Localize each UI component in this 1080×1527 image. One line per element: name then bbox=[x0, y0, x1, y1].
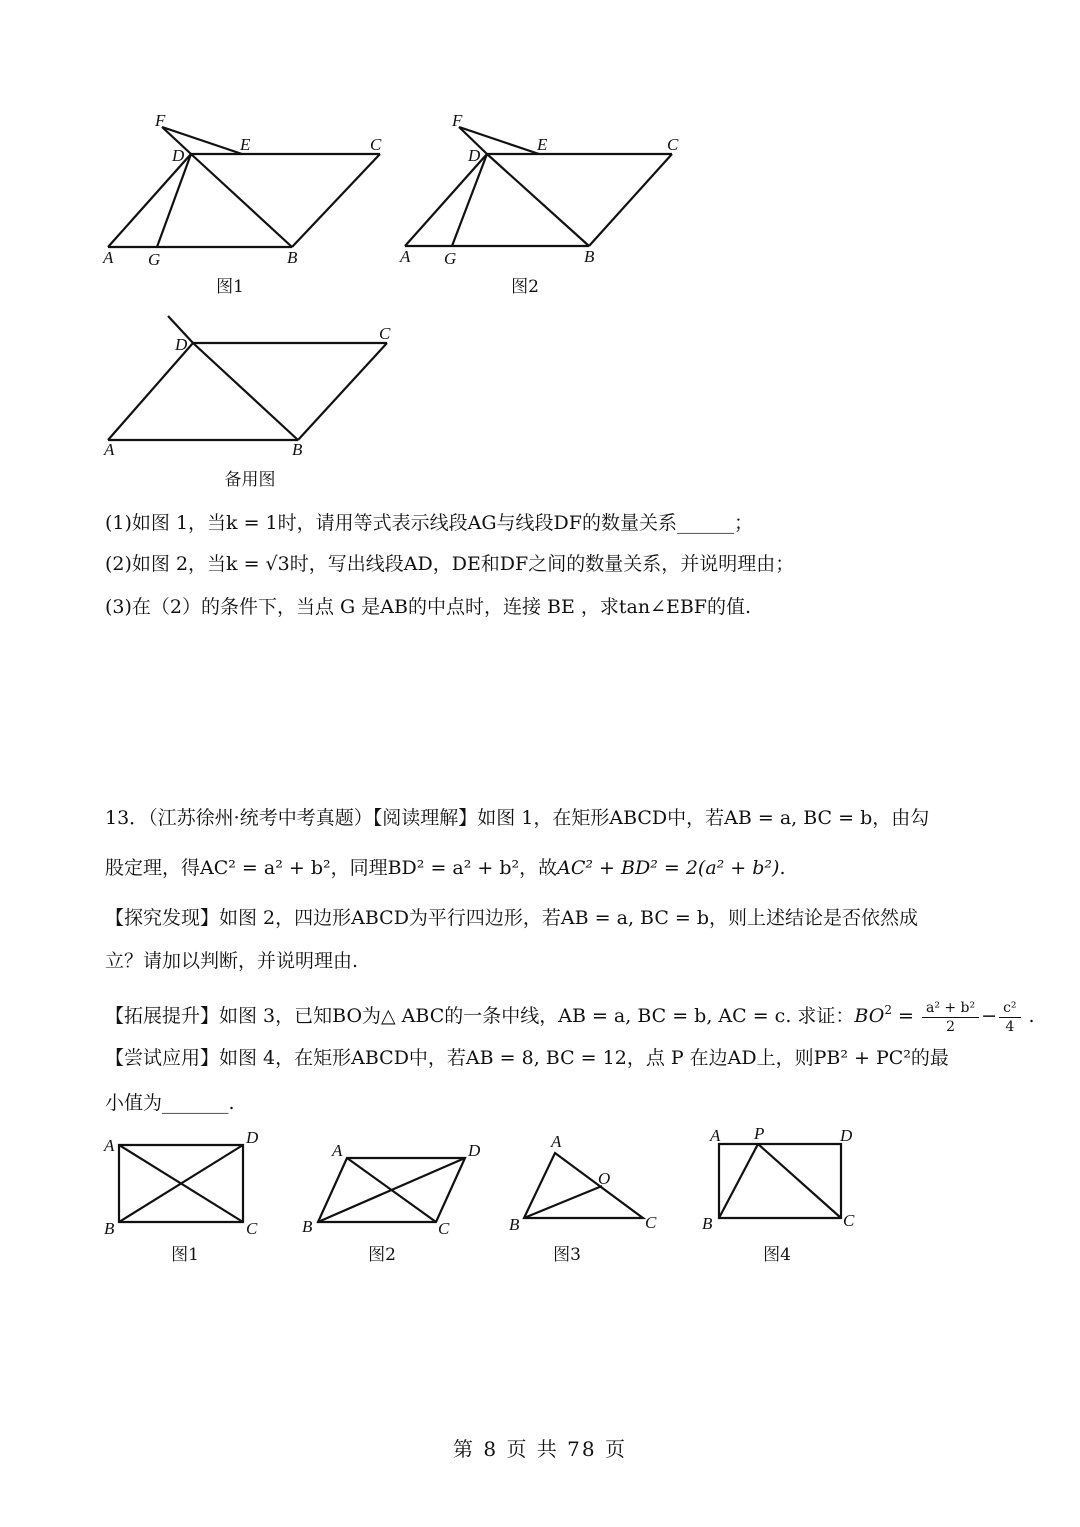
label-C: C bbox=[379, 324, 391, 343]
label-A: A bbox=[104, 1136, 115, 1155]
fraction-1-denominator: 2 bbox=[946, 1018, 956, 1035]
q13-line-2-end: . bbox=[779, 857, 786, 879]
label-C: C bbox=[667, 135, 679, 154]
fraction-2 bbox=[999, 999, 1020, 1036]
label-F: F bbox=[452, 111, 463, 130]
figure-2-bottom-diagram bbox=[298, 1128, 498, 1238]
caption-figure-2-top: 图2 bbox=[511, 277, 539, 297]
figure-1-bottom bbox=[100, 1128, 270, 1238]
caption-figure-3-bottom: 图3 bbox=[553, 1245, 581, 1265]
figure-spare-diagram bbox=[100, 310, 410, 460]
q13-line-5 bbox=[105, 990, 1035, 1036]
bo-square: 2 bbox=[884, 1003, 892, 1017]
figure-1-top bbox=[100, 105, 400, 275]
q13-line-3: 【探究发现】如图 2，四边形ABCD为平行四边形，若AB = a, BC = b，则上述结论是否依然成 bbox=[105, 907, 919, 929]
label-B: B bbox=[104, 1219, 115, 1238]
label-C: C bbox=[370, 135, 382, 154]
label-E: E bbox=[240, 135, 251, 154]
label-C: C bbox=[645, 1213, 657, 1232]
label-D: D bbox=[468, 1141, 481, 1160]
caption-figure-spare: 备用图 bbox=[224, 470, 276, 490]
q12-part-2: (2)如图 2，当k = √3时，写出线段AD，DE和DF之间的数量关系，并说明理由； bbox=[105, 553, 795, 575]
label-C: C bbox=[843, 1211, 855, 1230]
label-A: A bbox=[551, 1132, 562, 1151]
label-A: A bbox=[103, 248, 114, 267]
label-B: B bbox=[302, 1217, 313, 1236]
caption-figure-4-bottom: 图4 bbox=[763, 1245, 791, 1265]
q12-part-3: (3)在（2）的条件下，当点 G 是AB的中点时，连接 BE ，求tan∠EBF的值. bbox=[105, 596, 752, 618]
label-D: D bbox=[175, 335, 188, 354]
q13-line-1: 13．（江苏徐州·统考中考真题）【阅读理解】如图 1，在矩形ABCD中，若AB = a, BC = b，由勾 bbox=[105, 807, 930, 829]
q13-line-6: 【尝试应用】如图 4，在矩形ABCD中，若AB = 8, BC = 12，点 P 在边AD上，则PB² + PC²的最 bbox=[105, 1047, 949, 1069]
q12-part-1: (1)如图 1，当k = 1时，请用等式表示线段AG与线段DF的数量关系______； bbox=[105, 512, 753, 534]
figure-2-top-diagram bbox=[397, 105, 697, 275]
figure-3-bottom bbox=[505, 1128, 675, 1238]
q13-line-5-text: 【拓展提升】如图 3，已知BO为△ ABC的一条中线，AB = a, BC = b, AC = c. 求证： bbox=[105, 1005, 855, 1027]
figure-2-top bbox=[397, 105, 697, 275]
label-F: F bbox=[155, 111, 166, 130]
caption-figure-1-top: 图1 bbox=[216, 277, 244, 297]
figure-4-bottom bbox=[700, 1120, 870, 1235]
fraction-2-numerator: c² bbox=[999, 999, 1020, 1018]
label-B: B bbox=[292, 440, 303, 459]
label-D: D bbox=[840, 1126, 853, 1145]
label-D: D bbox=[172, 146, 185, 165]
label-A: A bbox=[400, 247, 411, 266]
label-A: A bbox=[104, 440, 115, 459]
label-D: D bbox=[468, 146, 481, 165]
label-G: G bbox=[444, 249, 457, 268]
caption-figure-1-bottom: 图1 bbox=[171, 1245, 199, 1265]
bo-symbol: BO bbox=[854, 1005, 885, 1027]
q13-line-2-text: 股定理，得AC² = a² + b²，同理BD² = a² + b²，故 bbox=[105, 857, 558, 879]
label-A: A bbox=[332, 1141, 343, 1160]
minus-sign: − bbox=[981, 1005, 998, 1027]
label-D: D bbox=[246, 1128, 259, 1147]
q13-line-2-formula: AC² + BD² = 2(a² + b²) bbox=[557, 857, 780, 879]
figure-1-bottom-diagram bbox=[100, 1128, 270, 1238]
label-A: A bbox=[710, 1126, 721, 1145]
label-E: E bbox=[537, 135, 548, 154]
q13-line-7: 小值为_______. bbox=[105, 1092, 235, 1114]
label-O: O bbox=[598, 1169, 611, 1188]
label-B: B bbox=[702, 1214, 713, 1233]
label-P: P bbox=[754, 1124, 765, 1143]
fraction-1 bbox=[922, 999, 979, 1036]
figure-4-bottom-diagram bbox=[700, 1120, 870, 1235]
figure-spare bbox=[100, 310, 410, 460]
fraction-1-numerator: a² + b² bbox=[922, 999, 979, 1018]
page-number: 第 8 页 共 78 页 bbox=[453, 1437, 627, 1461]
caption-figure-2-bottom: 图2 bbox=[368, 1245, 396, 1265]
label-G: G bbox=[148, 250, 161, 269]
label-C: C bbox=[246, 1219, 258, 1238]
label-B: B bbox=[509, 1215, 520, 1234]
equals-sign: = bbox=[891, 1005, 920, 1027]
fraction-2-denominator: 4 bbox=[1005, 1018, 1015, 1035]
figure-1-top-diagram bbox=[100, 105, 400, 275]
figure-3-bottom-diagram bbox=[505, 1128, 675, 1238]
q13-line-4: 立？请加以判断，并说明理由. bbox=[105, 950, 359, 972]
label-B: B bbox=[584, 247, 595, 266]
q13-line-5-end: . bbox=[1022, 1005, 1035, 1027]
figure-2-bottom bbox=[298, 1128, 498, 1238]
label-C: C bbox=[438, 1219, 450, 1238]
label-B: B bbox=[287, 248, 298, 267]
q13-line-2 bbox=[105, 855, 786, 881]
